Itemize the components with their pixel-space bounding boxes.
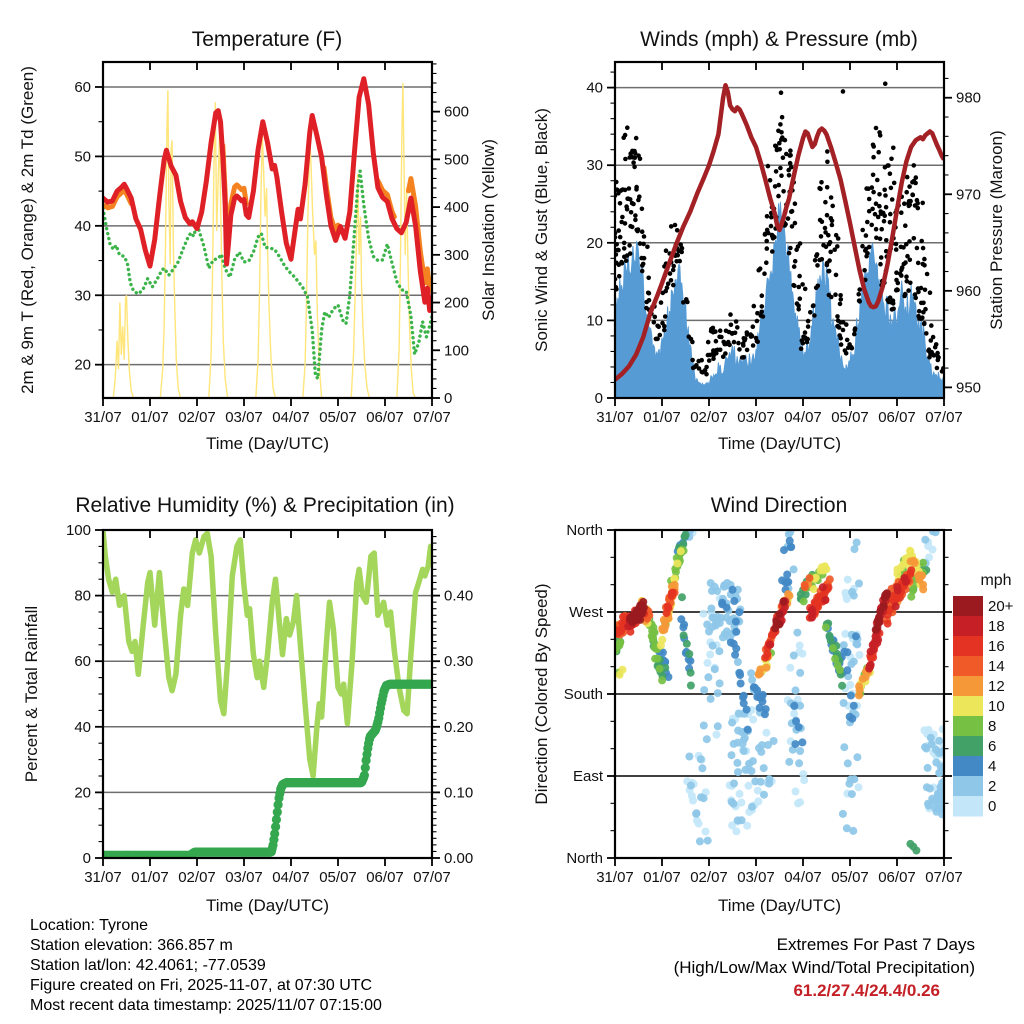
extremes-values: 61.2/27.4/24.4/0.26 — [793, 981, 940, 1000]
colorbar-label: 14 — [988, 658, 1005, 675]
y2-tick-label: 600 — [444, 103, 470, 121]
extremes-summary — [674, 933, 975, 1002]
figure-created: Figure created on Fri, 2025-11-07, at 07:30 UTC — [30, 977, 373, 994]
x-tick-label: 06/07 — [878, 409, 916, 426]
colorbar-label: 18 — [988, 618, 1005, 635]
x-tick-label: 04/07 — [272, 409, 310, 426]
x-tick-label: 07/07 — [925, 409, 963, 426]
x-tick-label: 06/07 — [366, 869, 404, 886]
station-info — [30, 916, 382, 1016]
chart-title: Winds (mph) & Pressure (mb) — [640, 28, 918, 51]
y-tick-label: 30 — [586, 157, 603, 175]
y2-tick-label: 300 — [444, 246, 470, 264]
y-tick-label: 40 — [74, 718, 91, 736]
left-axis-title: 2m & 9m T (Red, Orange) & 2m Td (Green) — [18, 66, 37, 394]
x-tick-label: 01/07 — [131, 869, 169, 886]
x-axis-title: Time (Day/UTC) — [205, 896, 330, 915]
y-tick-label: 20 — [586, 234, 603, 252]
chart-title: Wind Direction — [710, 494, 848, 517]
x-tick-label: 02/07 — [690, 409, 728, 426]
x-axis-title: Time (Day/UTC) — [717, 434, 842, 453]
x-tick-label: 03/07 — [737, 869, 775, 886]
station-latlon: Station lat/lon: 42.4061; -77.0539 — [30, 957, 266, 974]
station-elevation: Station elevation: 366.857 m — [30, 937, 233, 954]
y-tick-label: 20 — [74, 356, 91, 374]
humidity-precip-chart — [22, 494, 473, 915]
winds-pressure-chart — [532, 28, 1006, 453]
series-layer — [98, 530, 435, 860]
y2-tick-label: 400 — [444, 199, 470, 217]
y-tick-label: North — [566, 522, 603, 539]
x-tick-label: 01/07 — [643, 409, 681, 426]
x-tick-label: 04/07 — [784, 869, 822, 886]
x-tick-label: 03/07 — [225, 869, 263, 886]
right-axis-title: Station Pressure (Maroon) — [987, 130, 1006, 330]
y-tick-label: 30 — [74, 287, 91, 305]
recent-timestamp: Most recent data timestamp: 2025/11/07 07:15:00 — [30, 997, 382, 1014]
y-tick-label: North — [566, 850, 603, 867]
y2-tick-label: 980 — [956, 89, 982, 107]
x-tick-label: 31/07 — [84, 409, 122, 426]
x-tick-label: 02/07 — [178, 409, 216, 426]
y-tick-label: 80 — [74, 587, 91, 605]
x-tick-label: 03/07 — [225, 409, 263, 426]
y-tick-label: 50 — [74, 148, 91, 166]
series-layer — [103, 79, 432, 398]
chart-title: Relative Humidity (%) & Precipitation (in) — [75, 494, 455, 517]
x-tick-label: 05/07 — [831, 409, 869, 426]
chart-title: Temperature (F) — [191, 28, 343, 51]
y-tick-label: East — [572, 768, 603, 785]
colorbar-label: 6 — [988, 738, 997, 755]
x-tick-label: 01/07 — [643, 869, 681, 886]
x-tick-label: 31/07 — [596, 869, 634, 886]
x-axis-title: Time (Day/UTC) — [717, 896, 842, 915]
station-location: Location: Tyrone — [30, 917, 149, 934]
x-tick-label: 07/07 — [413, 869, 451, 886]
y2-tick-label: 960 — [956, 282, 982, 300]
left-axis-title: Percent & Total Rainfall — [22, 605, 41, 783]
extremes-subtitle: (High/Low/Max Wind/Total Precipitation) — [673, 958, 975, 977]
x-tick-label: 31/07 — [84, 869, 122, 886]
y2-tick-label: 0.20 — [444, 718, 474, 736]
y-tick-label: 0 — [594, 390, 603, 407]
colorbar-label: 0 — [988, 798, 997, 815]
x-tick-label: 04/07 — [784, 409, 822, 426]
series-precip-dots — [98, 680, 435, 860]
y-tick-label: 60 — [74, 78, 91, 96]
wind-direction-dots — [611, 527, 948, 855]
colorbar-label: 2 — [988, 778, 997, 795]
y2-tick-label: 200 — [444, 294, 470, 312]
y-tick-label: 0 — [82, 850, 91, 867]
x-tick-label: 04/07 — [272, 869, 310, 886]
x-tick-label: 02/07 — [690, 869, 728, 886]
y-tick-label: South — [563, 686, 603, 703]
series-temp-2m — [103, 79, 432, 311]
x-tick-label: 05/07 — [831, 869, 869, 886]
y2-tick-label: 100 — [444, 342, 470, 360]
colorbar-title: mph — [980, 572, 1012, 589]
colorbar-label: 16 — [988, 638, 1005, 655]
series-relative-humidity — [103, 530, 432, 776]
x-tick-label: 07/07 — [925, 869, 963, 886]
y-tick-label: 20 — [74, 784, 91, 802]
colorbar-label: 20+ — [988, 598, 1014, 615]
x-tick-label: 31/07 — [596, 409, 634, 426]
x-tick-label: 05/07 — [319, 409, 357, 426]
y-tick-label: 60 — [74, 653, 91, 671]
colorbar-label: 10 — [988, 698, 1005, 715]
y2-tick-label: 0.40 — [444, 587, 474, 605]
y-tick-label: 40 — [586, 79, 603, 97]
y-tick-label: 100 — [65, 522, 91, 539]
y-tick-label: West — [569, 604, 603, 621]
x-tick-label: 01/07 — [131, 409, 169, 426]
colorbar-label: 8 — [988, 718, 997, 735]
y2-tick-label: 0.10 — [444, 784, 474, 802]
temperature-chart — [18, 28, 498, 453]
series-layer — [611, 527, 948, 855]
x-axis-title: Time (Day/UTC) — [205, 434, 330, 453]
colorbar-label: 4 — [988, 758, 997, 775]
left-axis-title: Direction (Colored By Speed) — [532, 583, 551, 805]
x-tick-label: 06/07 — [366, 409, 404, 426]
series-layer — [613, 81, 947, 398]
y2-tick-label: 970 — [956, 186, 982, 204]
wind-direction-chart — [532, 494, 1014, 915]
x-tick-label: 02/07 — [178, 869, 216, 886]
x-tick-label: 07/07 — [413, 409, 451, 426]
left-axis-title: Sonic Wind & Gust (Blue, Black) — [532, 108, 551, 352]
y2-tick-label: 0 — [444, 390, 453, 407]
x-tick-label: 05/07 — [319, 869, 357, 886]
y-tick-label: 10 — [586, 312, 603, 330]
y2-tick-label: 0.30 — [444, 653, 474, 671]
x-tick-label: 03/07 — [737, 409, 775, 426]
y2-tick-label: 0.00 — [444, 850, 474, 867]
colorbar-label: 12 — [988, 678, 1005, 695]
x-tick-label: 06/07 — [878, 869, 916, 886]
speed-colorbar — [953, 572, 1014, 817]
y-tick-label: 40 — [74, 217, 91, 235]
y2-tick-label: 500 — [444, 151, 470, 169]
y2-tick-label: 950 — [956, 379, 982, 397]
right-axis-title: Solar Insolation (Yellow) — [479, 139, 498, 321]
extremes-title: Extremes For Past 7 Days — [776, 935, 975, 954]
